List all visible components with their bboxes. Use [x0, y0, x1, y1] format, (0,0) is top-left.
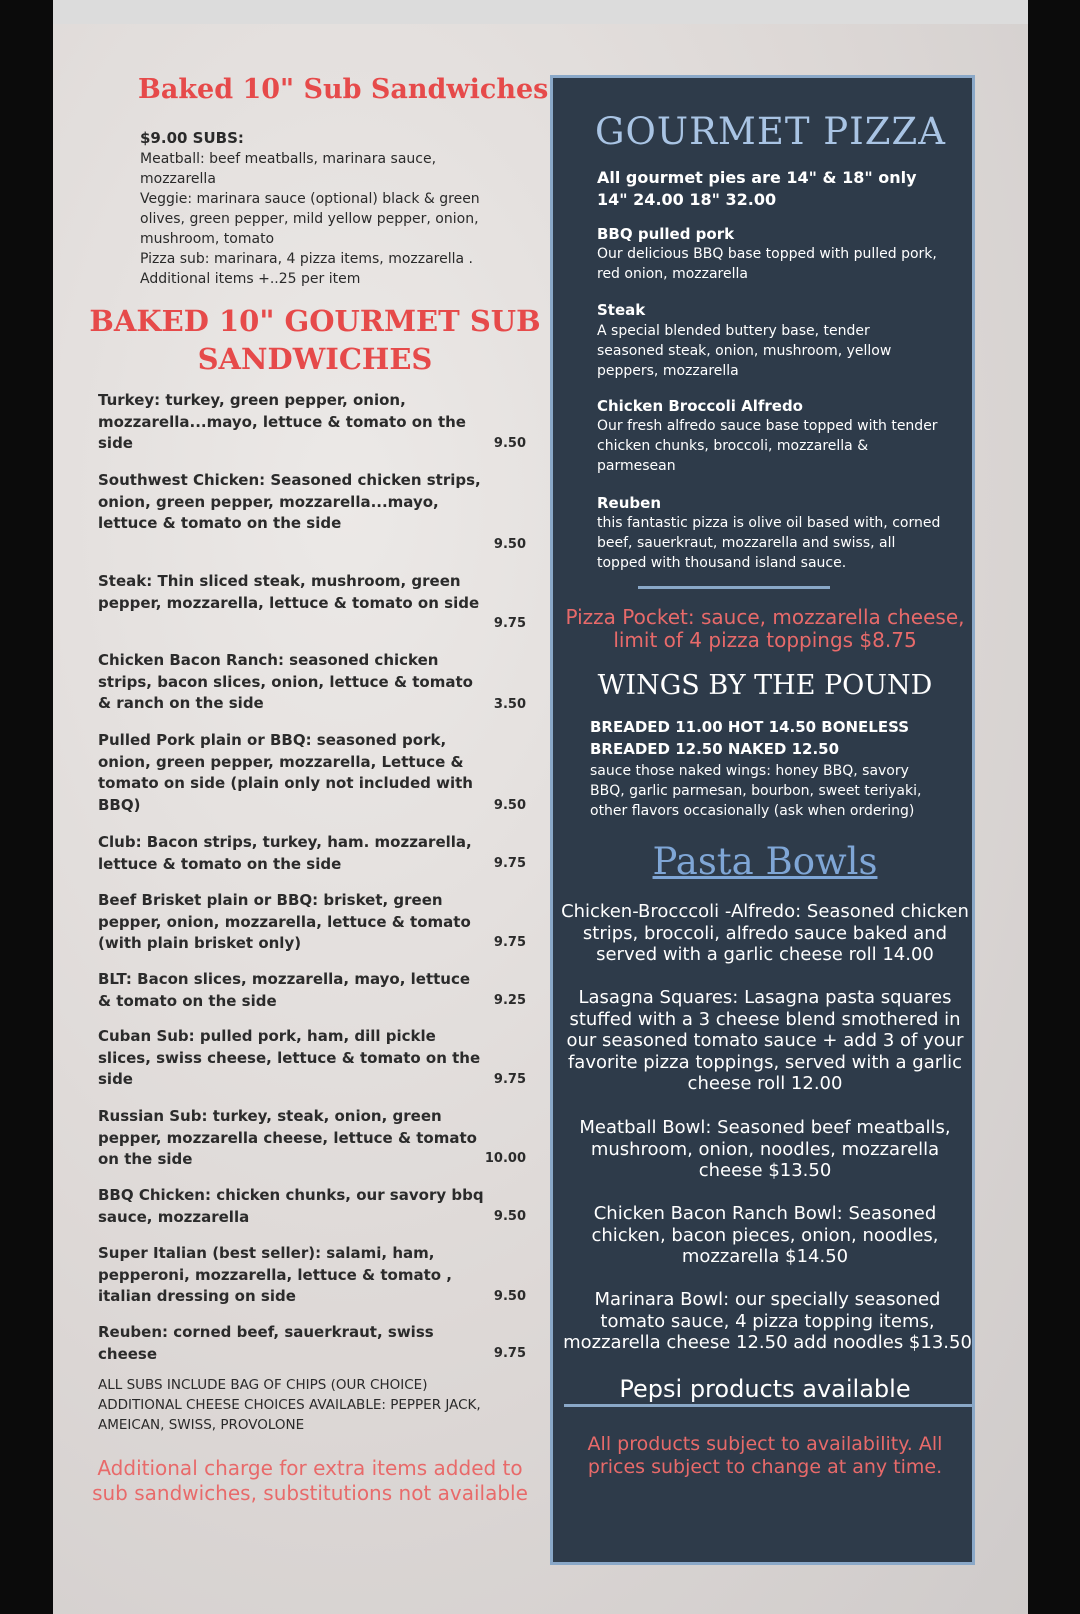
sub-price: 9.50	[493, 798, 526, 813]
pizza-title: GOURMET PIZZA	[595, 110, 946, 153]
sub-price: 9.25	[493, 993, 526, 1008]
pizza-pocket	[555, 606, 975, 652]
pasta-title: Pasta Bowls	[652, 840, 878, 883]
disclaimer-line: prices subject to change at any time.	[587, 1456, 943, 1478]
sub-item: Reuben: corned beef, sauerkraut, swiss cheese	[98, 1323, 434, 1363]
top-band	[53, 0, 1028, 24]
gourmet-subs-title	[80, 302, 550, 378]
pasta-item: Meatball Bowl: Seasoned beef meatballs, mushroom, onion, noodles, mozzarella cheese $13.50	[579, 1117, 951, 1181]
sub-price: 9.50	[493, 436, 526, 451]
sub-item: BLT: Bacon slices, mozzarella, mayo, lettuce & tomato on the side	[98, 970, 471, 1010]
sub-price: 9.75	[493, 1072, 526, 1087]
pizza-item-name: BBQ pulled pork	[597, 225, 735, 243]
subs-line: Meatball: beef meatballs, marinara sauce,	[140, 151, 437, 167]
subs-footer-line: ALL SUBS INCLUDE BAG OF CHIPS (OUR CHOICE)	[98, 1377, 428, 1393]
sub-item: Cuban Sub: pulled pork, ham, dill pickle slices, swiss cheese, lettuce & tomato on the side	[98, 1027, 481, 1088]
pasta-item: Marinara Bowl: our specially seasoned tomato sauce, 4 pizza topping items, mozzarella cheese 12.50 add noodles $13.50	[563, 1289, 972, 1353]
subs-footer-line: AMEICAN, SWISS, PROVOLONE	[98, 1417, 305, 1433]
pizza-item-desc: this fantastic pizza is olive oil based with, corned beef, sauerkraut, mozzarella and swiss, all topped with thousand island sauce.	[597, 515, 941, 571]
pizza-pocket-line: limit of 4 pizza toppings $8.75	[613, 628, 917, 652]
subs-price-heading: $9.00 SUBS:	[140, 129, 244, 147]
sub-price: 3.50	[493, 697, 526, 712]
pizza-item-desc: Our delicious BBQ base topped with pulled pork, red onion, mozzarella	[597, 246, 937, 282]
sub-price: 9.50	[493, 1209, 526, 1224]
gourmet-subs-title-line: BAKED 10" GOURMET SUB	[89, 304, 541, 338]
sub-price: 9.75	[493, 616, 526, 631]
divider	[638, 586, 830, 589]
subs-line: Pizza sub: marinara, 4 pizza items, mozzarella .	[140, 251, 474, 267]
gourmet-subs-title-line: SANDWICHES	[197, 342, 433, 376]
wings-desc: sauce those naked wings: honey BBQ, savory BBQ, garlic parmesan, bourbon, sweet teriyaki, other flavors occasionally (ask when ordering)	[590, 763, 922, 819]
pasta-item: Chicken Bacon Ranch Bowl: Seasoned chicken, bacon pieces, onion, noodles, mozzarella $14.50	[591, 1203, 939, 1267]
sub-price: 9.50	[493, 537, 526, 552]
subs-line: mozzarella	[140, 171, 216, 187]
wings-line: BREADED 11.00 HOT 14.50 BONELESS	[590, 718, 910, 736]
sub-item: BBQ Chicken: chicken chunks, our savory bbq sauce, mozzarella	[98, 1186, 484, 1226]
wings-title: WINGS BY THE POUND	[597, 670, 933, 701]
pasta-item: Chicken-Brocccoli -Alfredo: Seasoned chicken strips, broccoli, alfredo sauce baked and served with a garlic cheese roll 14.00	[561, 901, 969, 965]
pepsi-note: Pepsi products available	[619, 1375, 911, 1403]
sub-price: 9.75	[493, 856, 526, 871]
sub-item: Southwest Chicken: Seasoned chicken strips, onion, green pepper, mozzarella...mayo, lettuce & tomato on the side	[98, 471, 481, 532]
sub-price: 9.75	[493, 935, 526, 950]
sub-item: Super Italian (best seller): salami, ham, pepperoni, mozzarella, lettuce & tomato , italian dressing on side	[98, 1244, 452, 1305]
subs-line: Additional items +..25 per item	[140, 271, 361, 287]
pizza-item-name: Chicken Broccoli Alfredo	[597, 397, 803, 415]
wings-line: BREADED 12.50 NAKED 12.50	[590, 740, 840, 758]
pizza-intro: All gourmet pies are 14" & 18" only	[597, 168, 917, 187]
sub-item: Club: Bacon strips, turkey, ham. mozzarella, lettuce & tomato on the side	[98, 833, 472, 873]
pizza-pocket-line: Pizza Pocket: sauce, mozzarella cheese,	[565, 605, 965, 629]
subs-line: mushroom, tomato	[140, 231, 275, 247]
sub-item: Beef Brisket plain or BBQ: brisket, green pepper, onion, mozzarella, lettuce & tomato (with plain brisket only)	[98, 891, 471, 952]
sub-item: Steak: Thin sliced steak, mushroom, green pepper, mozzarella, lettuce & tomato on side	[98, 572, 480, 612]
disclaimer	[555, 1433, 975, 1479]
subs-line: olives, green pepper, mild yellow pepper, onion,	[140, 211, 479, 227]
subs-note: Additional charge for extra items added to sub sandwiches, substitutions not available	[92, 1456, 528, 1505]
subs-footer-line: ADDITIONAL CHEESE CHOICES AVAILABLE: PEPPER JACK,	[98, 1397, 481, 1413]
subs-title: Baked 10" Sub Sandwiches	[138, 74, 549, 105]
divider	[564, 1404, 972, 1407]
pizza-item-desc: A special blended buttery base, tender seasoned steak, onion, mushroom, yellow peppers, mozzarella	[597, 323, 892, 379]
sub-price: 10.00	[484, 1151, 526, 1166]
sub-item: Pulled Pork plain or BBQ: seasoned pork, onion, green pepper, mozzarella, Lettuce & tomato on side (plain only not included with BBQ)	[98, 731, 473, 814]
pizza-item-name: Reuben	[597, 494, 661, 512]
sub-price: 9.50	[493, 1289, 526, 1304]
sub-item: Chicken Bacon Ranch: seasoned chicken strips, bacon slices, onion, lettuce & tomato & ranch on the side	[98, 651, 473, 712]
sub-item: Russian Sub: turkey, steak, onion, green pepper, mozzarella cheese, lettuce & tomato on the side	[98, 1107, 477, 1168]
subs-line: Veggie: marinara sauce (optional) black & green	[140, 191, 480, 207]
pizza-intro: 14" 24.00 18" 32.00	[597, 190, 777, 209]
pizza-item-desc: Our fresh alfredo sauce base topped with tender chicken chunks, broccoli, mozzarella & parmesean	[597, 418, 938, 474]
pasta-item: Lasagna Squares: Lasagna pasta squares stuffed with a 3 cheese blend smothered in our seasoned tomato sauce + add 3 of your favorite pizza toppings, served with a garlic cheese roll 12.00	[566, 987, 964, 1094]
pizza-item-name: Steak	[597, 301, 646, 319]
sub-item: Turkey: turkey, green pepper, onion, mozzarella...mayo, lettuce & tomato on the side	[98, 391, 466, 452]
sub-price: 9.75	[493, 1346, 526, 1361]
disclaimer-line: All products subject to availability. All	[587, 1433, 943, 1455]
